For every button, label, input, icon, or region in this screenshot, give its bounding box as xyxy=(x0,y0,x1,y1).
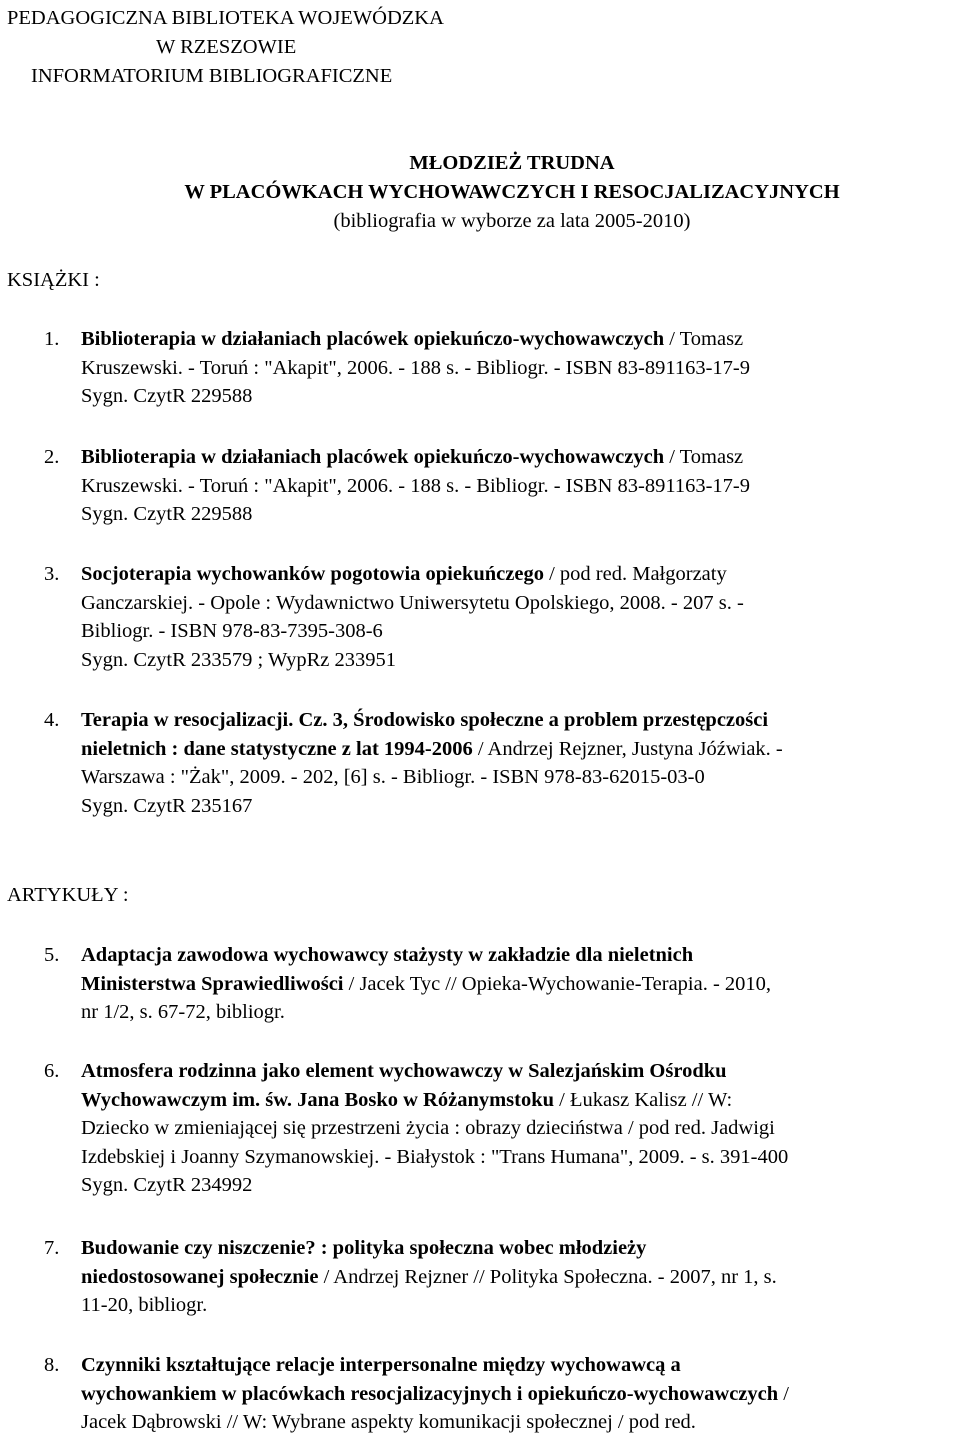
entry-line xyxy=(81,443,956,472)
entry-line xyxy=(81,325,956,354)
bibliography-entry xyxy=(81,706,956,820)
section-articles-heading: ARTYKUŁY : xyxy=(7,884,129,906)
entry-title: Adaptacja zawodowa wychowawcy stażysty w zakładzie dla nieletnich xyxy=(81,944,694,966)
entry-number: 5. xyxy=(44,944,60,966)
entry-line: 11-20, bibliogr. xyxy=(81,1294,208,1316)
entry-line: Jacek Dąbrowski // W: Wybrane aspekty komunikacji społecznej / pod red. xyxy=(81,1411,696,1433)
entry-line: Bibliogr. - ISBN 978-83-7395-308-6 xyxy=(81,620,383,642)
bibliography-entry xyxy=(81,1057,956,1200)
entry-rest: / Tomasz xyxy=(664,446,744,468)
entry-line: Sygn. CzytR 235167 xyxy=(81,794,253,817)
entry-line: Warszawa : "Żak", 2009. - 202, [6] s. - Bibliogr. - ISBN 978-83-62015-03-0 xyxy=(81,766,705,788)
entry-rest: / Andrzej Rejzner // Polityka Społeczna. - 2007, nr 1, s. xyxy=(318,1265,777,1288)
document-subtitle: (bibliografia w wyborze za lata 2005-2010) xyxy=(333,210,691,232)
library-department: INFORMATORIUM BIBLIOGRAFICZNE xyxy=(31,65,393,87)
entry-number: 6. xyxy=(44,1060,60,1082)
entry-line xyxy=(81,560,956,589)
bibliography-entry xyxy=(81,1351,956,1437)
entry-title: Budowanie czy niszczenie? : polityka społeczna wobec młodzieży xyxy=(81,1237,647,1259)
entry-title: Ministerstwa Sprawiedliwości xyxy=(81,972,344,995)
entry-title: nieletnich : dane statystyczne z lat 1994-2006 xyxy=(81,737,473,760)
library-name: PEDAGOGICZNA BIBLIOTEKA WOJEWÓDZKA xyxy=(7,7,444,29)
entry-number: 7. xyxy=(44,1237,60,1259)
entry-line: Ganczarskiej. - Opole : Wydawnictwo Uniwersytetu Opolskiego, 2008. - 207 s. - xyxy=(81,591,744,614)
entry-line: Kruszewski. - Toruń : "Akapit", 2006. - 188 s. - Bibliogr. - ISBN 83-891163-17-9 xyxy=(81,356,750,379)
library-city: W RZESZOWIE xyxy=(156,36,297,58)
entry-rest: / Tomasz xyxy=(664,328,744,350)
section-books-heading: KSIĄŻKI : xyxy=(7,269,100,291)
entry-line: Sygn. CzytR 234992 xyxy=(81,1174,253,1196)
entry-number: 4. xyxy=(44,709,60,731)
entry-line xyxy=(81,970,956,999)
entry-title: Atmosfera rodzinna jako element wychowawczy w Salezjańskim Ośrodku xyxy=(81,1060,727,1082)
entry-line: Sygn. CzytR 233579 ; WypRz 233951 xyxy=(81,648,397,671)
entry-title: Czynniki kształtujące relacje interpersonalne między wychowawcą a xyxy=(81,1354,681,1376)
bibliography-entry xyxy=(81,443,956,529)
entry-title: Socjoterapia wychowanków pogotowia opiekuńczego xyxy=(81,563,544,585)
entry-title: Terapia w resocjalizacji. Cz. 3, Środowisko społeczne a problem przestępczości xyxy=(81,709,769,731)
entry-title: Biblioterapia w działaniach placówek opiekuńczo-wychowawczych xyxy=(81,328,665,350)
entry-line xyxy=(81,1380,956,1409)
entry-number: 3. xyxy=(44,563,60,585)
entry-title: niedostosowanej społecznie xyxy=(81,1265,319,1288)
bibliography-entry xyxy=(81,560,956,674)
entry-title: wychowankiem w placówkach resocjalizacyjnych i opiekuńczo-wychowawczych xyxy=(81,1382,779,1405)
bibliography-entry xyxy=(81,1234,956,1320)
entry-rest: / Jacek Tyc // Opieka-Wychowanie-Terapia. - 2010, xyxy=(343,972,772,995)
entry-number: 1. xyxy=(44,328,60,350)
entry-line: Kruszewski. - Toruń : "Akapit", 2006. - 188 s. - Bibliogr. - ISBN 83-891163-17-9 xyxy=(81,474,750,497)
entry-number: 8. xyxy=(44,1354,60,1376)
entry-rest: / Andrzej Rejzner, Justyna Jóźwiak. - xyxy=(472,737,783,760)
entry-rest: / Łukasz Kalisz // W: xyxy=(554,1088,733,1111)
entry-line: Izdebskiej i Joanny Szymanowskiej. - Białystok : "Trans Humana", 2009. - s. 391-400 xyxy=(81,1145,789,1168)
entry-line xyxy=(81,1086,956,1115)
bibliography-entry xyxy=(81,325,956,411)
entry-rest: / xyxy=(778,1382,789,1405)
entry-line: Dziecko w zmieniającej się przestrzeni życia : obrazy dzieciństwa / pod red. Jadwigi xyxy=(81,1117,775,1139)
entry-line: Sygn. CzytR 229588 xyxy=(81,503,253,525)
entry-line: nr 1/2, s. 67-72, bibliogr. xyxy=(81,1001,285,1023)
entry-line xyxy=(81,735,956,764)
entry-rest: / pod red. Małgorzaty xyxy=(543,563,727,585)
bibliography-entry xyxy=(81,941,956,1027)
entry-title: Biblioterapia w działaniach placówek opiekuńczo-wychowawczych xyxy=(81,446,665,468)
document-title-line1: MŁODZIEŻ TRUDNA xyxy=(409,152,615,174)
entry-title: Wychowawczym im. św. Jana Bosko w Różanymstoku xyxy=(81,1088,555,1111)
entry-number: 2. xyxy=(44,446,60,468)
document-title-line2: W PLACÓWKACH WYCHOWAWCZYCH I RESOCJALIZACYJNYCH xyxy=(184,181,840,203)
entry-line: Sygn. CzytR 229588 xyxy=(81,385,253,407)
entry-line xyxy=(81,1263,956,1292)
